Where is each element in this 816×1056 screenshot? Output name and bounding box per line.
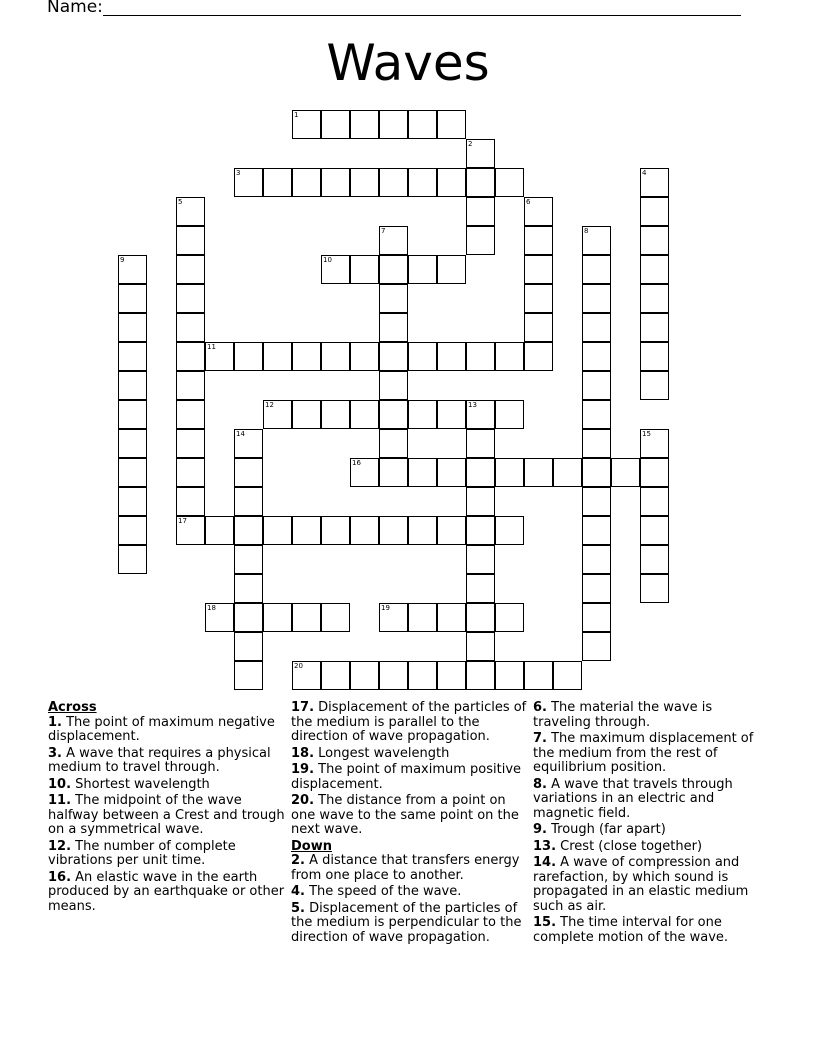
- grid-cell[interactable]: [379, 226, 408, 255]
- grid-cell[interactable]: [495, 342, 524, 371]
- clue-text: An elastic wave in the earth produced by an earthquake or other means.: [48, 869, 285, 915]
- grid-cell[interactable]: [263, 516, 292, 545]
- clue-item: [291, 747, 531, 762]
- grid-cell[interactable]: [176, 284, 205, 313]
- clue-number-label: 7.: [533, 731, 547, 746]
- clue-number-label: 8.: [533, 776, 547, 792]
- grid-cell[interactable]: [408, 603, 437, 632]
- grid-cell[interactable]: [234, 487, 263, 516]
- grid-cell[interactable]: [176, 487, 205, 516]
- grid-cell[interactable]: [582, 603, 611, 632]
- grid-cell[interactable]: [263, 168, 292, 197]
- grid-cell[interactable]: [466, 487, 495, 516]
- grid-cell[interactable]: [321, 661, 350, 690]
- grid-cell[interactable]: [118, 516, 147, 545]
- clue-number: 6: [526, 198, 531, 206]
- grid-cell[interactable]: [350, 168, 379, 197]
- grid-cell[interactable]: [234, 168, 263, 197]
- clue-number-label: 2.: [291, 853, 305, 869]
- grid-cell[interactable]: [350, 458, 379, 487]
- clue-number: 5: [178, 198, 183, 206]
- grid-cell[interactable]: [640, 458, 669, 487]
- clue-number: 9: [120, 256, 125, 264]
- page-title: Waves: [326, 34, 490, 92]
- grid-cell[interactable]: [553, 661, 582, 690]
- clue-item: [533, 856, 773, 915]
- clue-item: [533, 916, 773, 945]
- grid-cell[interactable]: [582, 255, 611, 284]
- across-heading: Across: [48, 700, 97, 715]
- grid-cell[interactable]: [437, 255, 466, 284]
- clues-column-2: [291, 701, 531, 947]
- grid-cell[interactable]: [379, 603, 408, 632]
- grid-cell[interactable]: [408, 458, 437, 487]
- grid-cell[interactable]: [379, 516, 408, 545]
- grid-cell[interactable]: [582, 371, 611, 400]
- grid-cell[interactable]: [263, 400, 292, 429]
- grid-cell[interactable]: [408, 400, 437, 429]
- clue-text: The time interval for one complete motion of the wave.: [533, 915, 729, 946]
- grid-cell[interactable]: [234, 342, 263, 371]
- grid-cell[interactable]: [205, 603, 234, 632]
- grid-cell[interactable]: [176, 429, 205, 458]
- grid-cell[interactable]: [118, 371, 147, 400]
- grid-cell[interactable]: [437, 603, 466, 632]
- grid-cell[interactable]: [408, 168, 437, 197]
- clue-number: 15: [642, 430, 651, 438]
- grid-cell[interactable]: [350, 342, 379, 371]
- grid-cell[interactable]: [524, 661, 553, 690]
- clue-number-label: 18.: [291, 745, 315, 761]
- grid-cell[interactable]: [176, 371, 205, 400]
- clue-item: [533, 778, 773, 822]
- clue-number: 13: [468, 401, 477, 409]
- grid-cell[interactable]: [582, 226, 611, 255]
- grid-cell[interactable]: [524, 255, 553, 284]
- grid-cell[interactable]: [437, 168, 466, 197]
- clue-text: A wave of compression and rarefaction, by which sound is propagated in an elastic medium such as air.: [533, 855, 749, 915]
- grid-cell[interactable]: [292, 168, 321, 197]
- grid-cell[interactable]: [379, 429, 408, 458]
- clue-item: [291, 854, 531, 883]
- clue-text: The maximum displacement of the medium from the rest of equilibrium position.: [533, 731, 754, 776]
- grid-cell[interactable]: [234, 516, 263, 545]
- clue-text: The midpoint of the wave halfway between a Crest and trough on a symmetrical wave.: [48, 793, 285, 838]
- grid-cell[interactable]: [524, 313, 553, 342]
- grid-cell[interactable]: [292, 516, 321, 545]
- clue-number: 4: [642, 169, 647, 177]
- grid-cell[interactable]: [292, 342, 321, 371]
- grid-cell[interactable]: [640, 516, 669, 545]
- clue-item: [48, 747, 288, 776]
- clue-number-label: 4.: [291, 884, 305, 900]
- grid-cell[interactable]: [379, 371, 408, 400]
- clue-text: Shortest wavelength: [71, 776, 210, 792]
- clue-number: 1: [294, 111, 299, 119]
- grid-cell[interactable]: [176, 197, 205, 226]
- grid-cell[interactable]: [495, 458, 524, 487]
- grid-cell[interactable]: [234, 603, 263, 632]
- grid-cell[interactable]: [524, 284, 553, 313]
- grid-cell[interactable]: [321, 400, 350, 429]
- clue-number: 16: [352, 459, 361, 467]
- clue-number: 18: [207, 604, 216, 612]
- grid-cell[interactable]: [466, 197, 495, 226]
- grid-cell[interactable]: [234, 632, 263, 661]
- clue-number: 8: [584, 227, 589, 235]
- grid-cell[interactable]: [379, 342, 408, 371]
- grid-cell[interactable]: [379, 313, 408, 342]
- grid-cell[interactable]: [640, 255, 669, 284]
- grid-cell[interactable]: [524, 197, 553, 226]
- grid-cell[interactable]: [118, 487, 147, 516]
- clue-number-label: 15.: [533, 915, 557, 931]
- clue-number-label: 12.: [48, 838, 72, 854]
- grid-cell[interactable]: [582, 342, 611, 371]
- grid-cell[interactable]: [292, 110, 321, 139]
- grid-cell[interactable]: [640, 545, 669, 574]
- grid-cell[interactable]: [321, 516, 350, 545]
- grid-cell[interactable]: [321, 255, 350, 284]
- clue-item: [48, 794, 288, 838]
- grid-cell[interactable]: [466, 139, 495, 168]
- clue-item: [291, 902, 531, 946]
- grid-cell[interactable]: [466, 226, 495, 255]
- clue-text: A wave that travels through variations in an electric and magnetic field.: [533, 776, 733, 822]
- clue-number: 19: [381, 604, 390, 612]
- grid-cell[interactable]: [495, 603, 524, 632]
- clue-number: 17: [178, 517, 187, 525]
- grid-cell[interactable]: [466, 342, 495, 371]
- grid-cell[interactable]: [118, 400, 147, 429]
- grid-cell[interactable]: [524, 226, 553, 255]
- grid-cell[interactable]: [466, 574, 495, 603]
- grid-cell[interactable]: [379, 400, 408, 429]
- grid-cell[interactable]: [321, 342, 350, 371]
- clue-item: [291, 885, 531, 900]
- clue-number-label: 6.: [533, 700, 547, 715]
- grid-cell[interactable]: [437, 458, 466, 487]
- clue-number-label: 5.: [291, 900, 305, 916]
- clue-number-label: 19.: [291, 762, 315, 777]
- grid-cell[interactable]: [379, 255, 408, 284]
- grid-cell[interactable]: [176, 226, 205, 255]
- grid-cell[interactable]: [176, 516, 205, 545]
- clue-number: 20: [294, 662, 303, 670]
- clue-text: The point of maximum positive displacement.: [291, 762, 522, 792]
- clue-number: 7: [381, 227, 386, 235]
- clue-number-label: 11.: [48, 793, 72, 808]
- grid-cell[interactable]: [205, 516, 234, 545]
- grid-cell[interactable]: [408, 661, 437, 690]
- clue-number-label: 1.: [48, 714, 62, 730]
- clue-number-label: 20.: [291, 793, 315, 808]
- grid-cell[interactable]: [640, 284, 669, 313]
- clue-item: [48, 840, 288, 869]
- grid-cell[interactable]: [582, 516, 611, 545]
- clue-item: [48, 778, 288, 793]
- grid-cell[interactable]: [582, 487, 611, 516]
- down-heading: Down: [291, 838, 332, 854]
- grid-cell[interactable]: [495, 661, 524, 690]
- grid-cell[interactable]: [640, 197, 669, 226]
- grid-cell[interactable]: [408, 342, 437, 371]
- grid-cell[interactable]: [263, 342, 292, 371]
- grid-cell[interactable]: [408, 110, 437, 139]
- clues-column-3: [533, 701, 773, 947]
- clue-number-label: 10.: [48, 776, 72, 792]
- grid-cell[interactable]: [379, 168, 408, 197]
- grid-cell[interactable]: [524, 458, 553, 487]
- grid-cell[interactable]: [292, 400, 321, 429]
- clue-number-label: 3.: [48, 745, 62, 761]
- grid-cell[interactable]: [466, 661, 495, 690]
- clue-item: [533, 823, 773, 838]
- grid-cell[interactable]: [408, 255, 437, 284]
- grid-cell[interactable]: [640, 487, 669, 516]
- clue-number-label: 13.: [533, 838, 557, 854]
- clue-text: A wave that requires a physical medium to travel through.: [48, 745, 271, 776]
- grid-cell[interactable]: [118, 545, 147, 574]
- clue-number-label: 16.: [48, 869, 72, 885]
- clue-number-label: 17.: [291, 700, 315, 715]
- grid-cell[interactable]: [582, 574, 611, 603]
- grid-cell[interactable]: [466, 632, 495, 661]
- grid-cell[interactable]: [437, 400, 466, 429]
- grid-cell[interactable]: [350, 400, 379, 429]
- grid-cell[interactable]: [582, 429, 611, 458]
- down-clues-list: [291, 854, 531, 945]
- grid-cell[interactable]: [350, 661, 379, 690]
- grid-cell[interactable]: [437, 661, 466, 690]
- clue-number: 10: [323, 256, 332, 264]
- clue-text: Displacement of the particles of the medium is perpendicular to the direction of wave propagation.: [291, 900, 522, 946]
- across-clues-list: [48, 716, 288, 915]
- down-clues-list-continued: [533, 701, 773, 946]
- grid-cell[interactable]: [640, 342, 669, 371]
- grid-cell[interactable]: [292, 661, 321, 690]
- clue-item: [48, 716, 288, 745]
- grid-cell[interactable]: [495, 400, 524, 429]
- grid-cell[interactable]: [379, 458, 408, 487]
- grid-cell[interactable]: [640, 371, 669, 400]
- clue-item: [291, 794, 531, 838]
- grid-cell[interactable]: [582, 284, 611, 313]
- grid-cell[interactable]: [582, 458, 611, 487]
- grid-cell[interactable]: [640, 429, 669, 458]
- clues-column-1: [48, 701, 288, 916]
- grid-cell[interactable]: [234, 458, 263, 487]
- grid-cell[interactable]: [611, 458, 640, 487]
- clue-text: The point of maximum negative displacement.: [48, 714, 275, 745]
- clue-text: Trough (far apart): [546, 822, 666, 838]
- grid-cell[interactable]: [582, 400, 611, 429]
- clue-number-label: 9.: [533, 822, 547, 838]
- name-label: Name:: [47, 0, 103, 17]
- grid-cell[interactable]: [176, 313, 205, 342]
- grid-cell[interactable]: [118, 342, 147, 371]
- clue-text: The speed of the wave.: [304, 884, 462, 900]
- grid-cell[interactable]: [437, 516, 466, 545]
- grid-cell[interactable]: [118, 458, 147, 487]
- clue-number-label: 14.: [533, 855, 557, 870]
- grid-cell[interactable]: [553, 458, 582, 487]
- grid-cell[interactable]: [234, 429, 263, 458]
- clue-item: [533, 840, 773, 855]
- clue-item: [291, 701, 531, 745]
- clue-text: A distance that transfers energy from one place to another.: [291, 853, 520, 884]
- clue-item: [48, 871, 288, 915]
- grid-cell[interactable]: [350, 110, 379, 139]
- grid-cell[interactable]: [176, 400, 205, 429]
- clue-item: [291, 763, 531, 792]
- grid-cell[interactable]: [118, 429, 147, 458]
- clue-number: 11: [207, 343, 216, 351]
- grid-cell[interactable]: [234, 545, 263, 574]
- clue-item: [533, 701, 773, 730]
- clue-number: 14: [236, 430, 245, 438]
- grid-cell[interactable]: [495, 168, 524, 197]
- grid-cell[interactable]: [466, 516, 495, 545]
- grid-cell[interactable]: [234, 661, 263, 690]
- grid-cell[interactable]: [321, 168, 350, 197]
- grid-cell[interactable]: [582, 632, 611, 661]
- grid-cell[interactable]: [640, 313, 669, 342]
- grid-cell[interactable]: [321, 110, 350, 139]
- grid-cell[interactable]: [466, 458, 495, 487]
- clue-item: [533, 732, 773, 776]
- grid-cell[interactable]: [379, 661, 408, 690]
- grid-cell[interactable]: [466, 168, 495, 197]
- grid-cell[interactable]: [379, 110, 408, 139]
- grid-cell[interactable]: [640, 226, 669, 255]
- grid-cell[interactable]: [379, 284, 408, 313]
- grid-cell[interactable]: [437, 110, 466, 139]
- grid-cell[interactable]: [118, 255, 147, 284]
- grid-cell[interactable]: [466, 545, 495, 574]
- clue-text: The number of complete vibrations per unit time.: [48, 838, 236, 869]
- grid-cell[interactable]: [234, 574, 263, 603]
- grid-cell[interactable]: [118, 313, 147, 342]
- grid-cell[interactable]: [437, 342, 466, 371]
- clue-number: 2: [468, 140, 473, 148]
- grid-cell[interactable]: [263, 603, 292, 632]
- grid-cell[interactable]: [176, 342, 205, 371]
- grid-cell[interactable]: [118, 284, 147, 313]
- clue-number: 3: [236, 169, 241, 177]
- grid-cell[interactable]: [350, 255, 379, 284]
- clue-text: Displacement of the particles of the medium is parallel to the direction of wave propagation.: [291, 700, 527, 745]
- grid-cell[interactable]: [176, 458, 205, 487]
- grid-cell[interactable]: [495, 516, 524, 545]
- across-clues-list-continued: [291, 701, 531, 838]
- grid-cell[interactable]: [640, 574, 669, 603]
- clue-text: Longest wavelength: [314, 745, 450, 761]
- clue-number: 12: [265, 401, 274, 409]
- grid-cell[interactable]: [408, 516, 437, 545]
- grid-cell[interactable]: [582, 545, 611, 574]
- grid-cell[interactable]: [582, 313, 611, 342]
- clue-text: The distance from a point on one wave to the same point on the next wave.: [291, 793, 519, 838]
- grid-cell[interactable]: [640, 168, 669, 197]
- grid-cell[interactable]: [176, 255, 205, 284]
- grid-cell[interactable]: [466, 400, 495, 429]
- grid-cell[interactable]: [321, 603, 350, 632]
- grid-cell[interactable]: [292, 603, 321, 632]
- clue-text: The material the wave is traveling through.: [533, 700, 713, 730]
- grid-cell[interactable]: [466, 603, 495, 632]
- clue-text: Crest (close together): [556, 838, 703, 854]
- grid-cell[interactable]: [205, 342, 234, 371]
- grid-cell[interactable]: [524, 342, 553, 371]
- grid-cell[interactable]: [350, 516, 379, 545]
- grid-cell[interactable]: [466, 429, 495, 458]
